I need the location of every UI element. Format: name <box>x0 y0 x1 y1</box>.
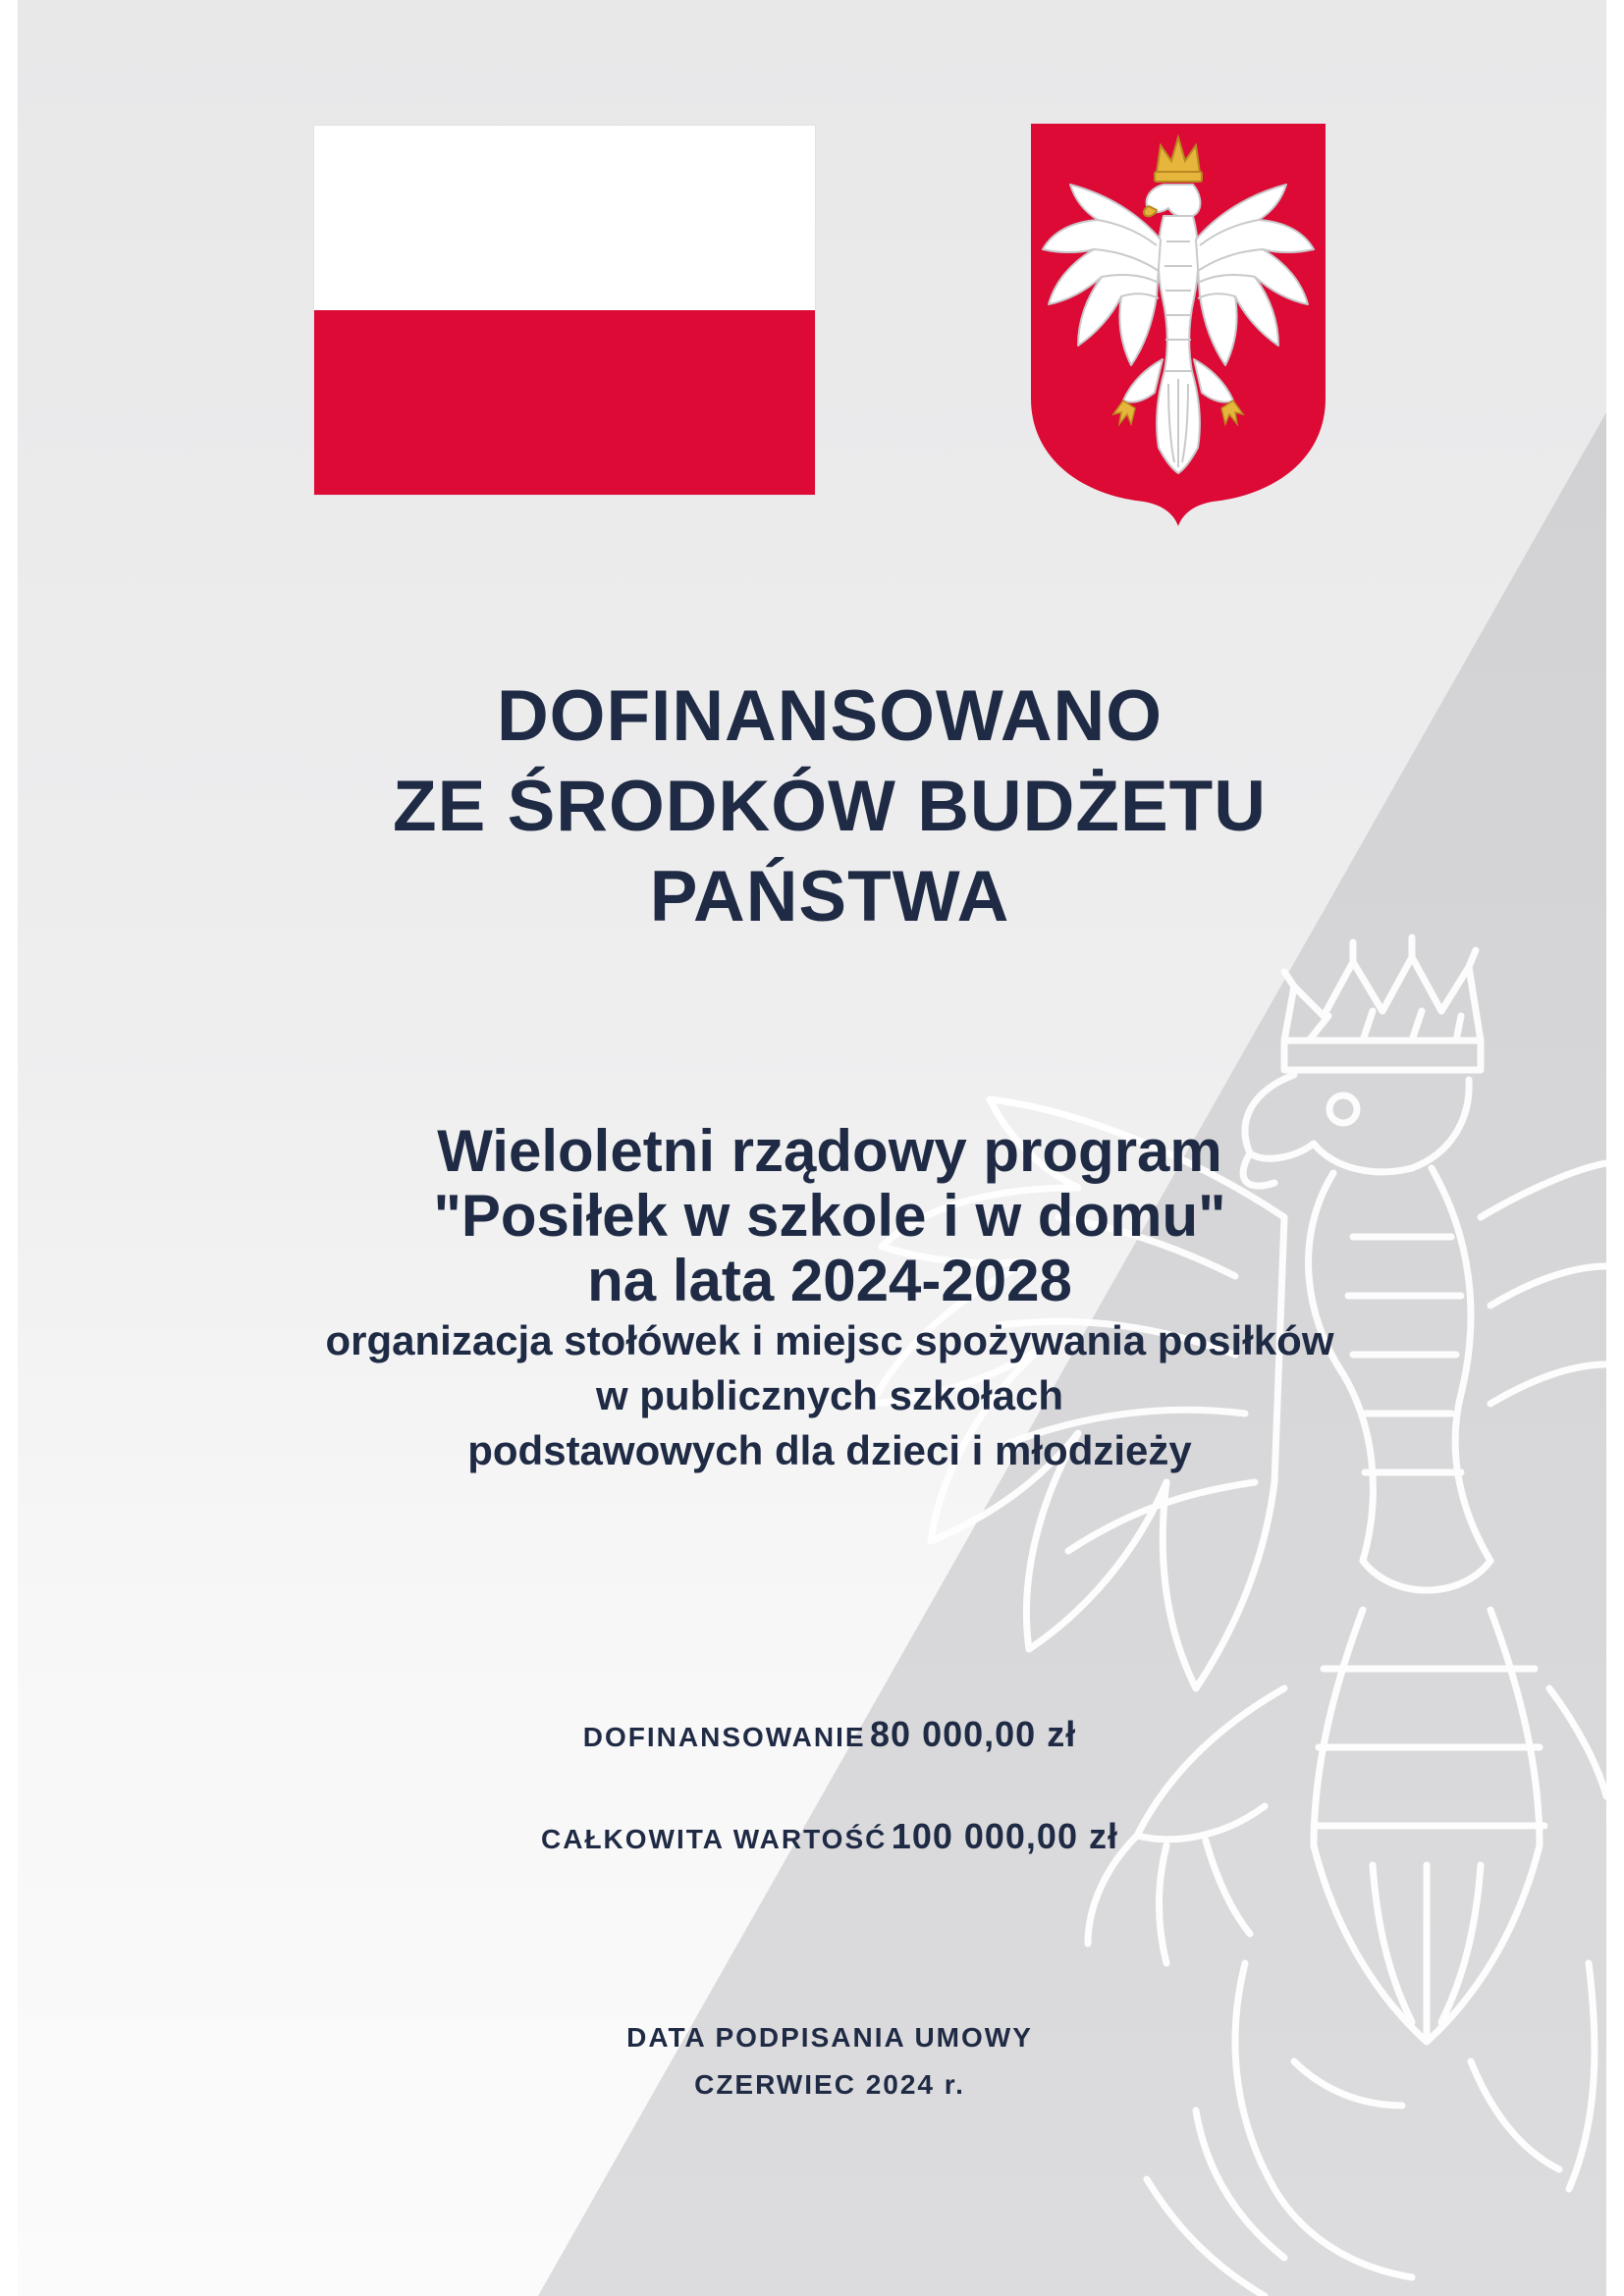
flag-white-stripe <box>314 126 815 310</box>
funding-label: DOFINANSOWANIE <box>582 1722 866 1752</box>
headline <box>135 671 1524 942</box>
program-title: Wieloletni rządowy program <box>437 1118 1222 1184</box>
program-years: na lata 2024-2028 <box>587 1248 1072 1313</box>
program-name: "Posiłek w szkole i w domu" <box>433 1183 1226 1249</box>
total-value-amount: 100 000,00 zł <box>891 1816 1118 1856</box>
signing-label: DATA PODPISANIA UMOWY <box>626 2022 1033 2053</box>
poster-panel <box>18 0 1606 2296</box>
signing-info <box>135 2014 1524 2109</box>
flag-red-stripe <box>314 310 815 495</box>
total-value <box>135 1816 1524 1857</box>
headline-line-2: ZE ŚRODKÓW BUDŻETU <box>393 767 1267 846</box>
coat-of-arms-eagle-icon <box>1031 124 1326 526</box>
signing-date: CZERWIEC 2024 r. <box>694 2069 965 2100</box>
program-scope-line-2: w publicznych szkołach <box>595 1372 1064 1418</box>
program-description <box>135 1119 1524 1478</box>
funding-value: 80 000,00 zł <box>870 1714 1077 1754</box>
program-scope-line-3: podstawowych dla dzieci i młodzieży <box>467 1427 1192 1473</box>
polish-flag-icon <box>314 126 815 495</box>
total-label: CAŁKOWITA WARTOŚĆ <box>541 1824 888 1854</box>
funding-amount <box>135 1714 1524 1755</box>
headline-line-3: PAŃSTWA <box>649 857 1010 936</box>
headline-line-1: DOFINANSOWANO <box>496 676 1164 756</box>
program-scope-line-1: organizacja stołówek i miejsc spożywania posiłków <box>325 1317 1334 1363</box>
